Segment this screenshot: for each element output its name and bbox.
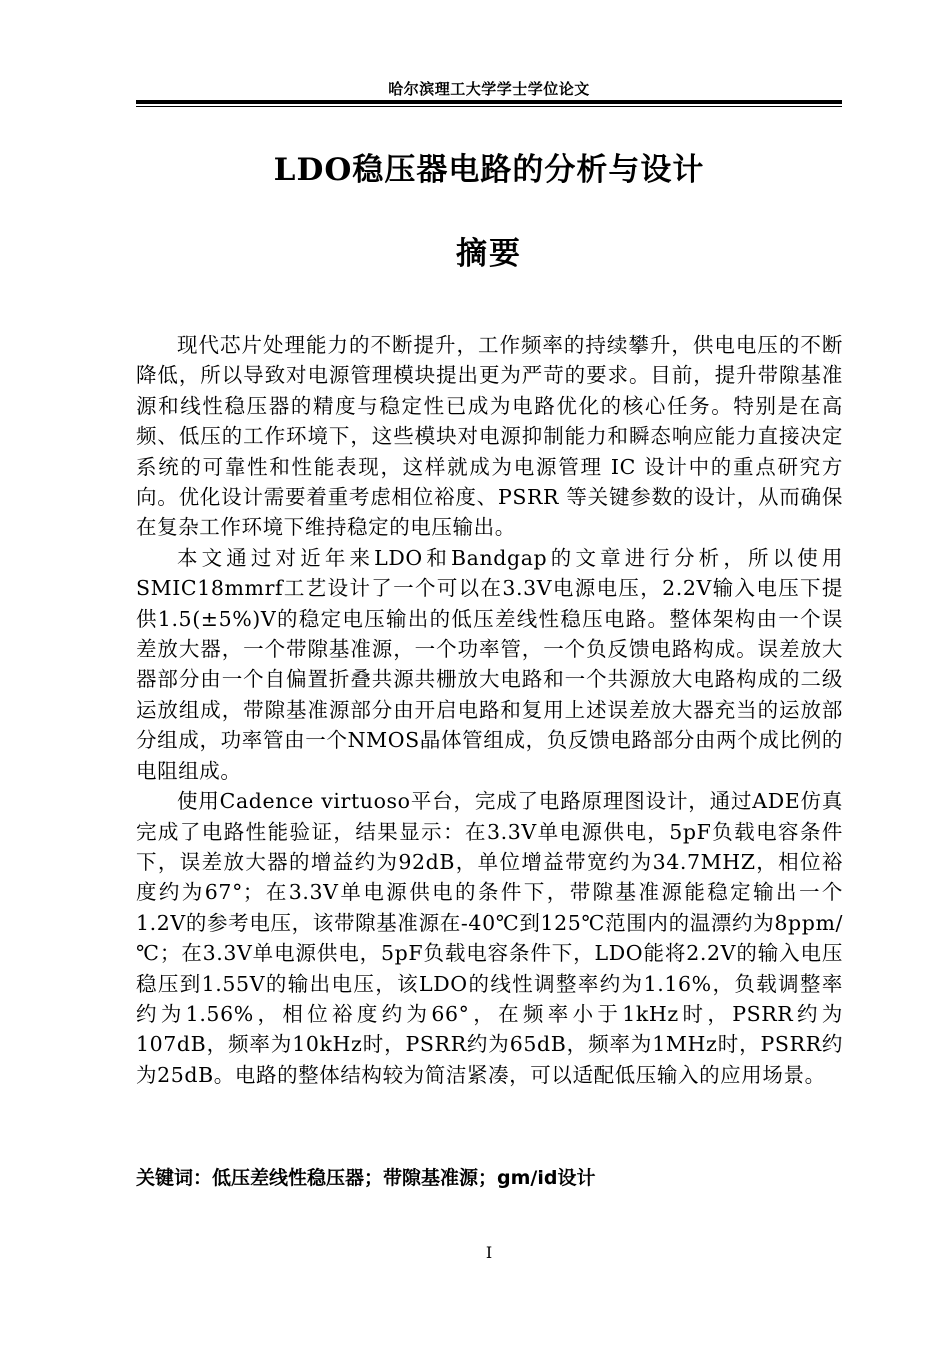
abstract-paragraph-2: 本文通过对近年来LDO和Bandgap的文章进行分析，所以使用SMIC18mmrf工艺设计了一个可以在3.3V电源电压，2.2V输入电压下提供1.5(±5%)V的稳定电压输出的低压差线性稳压电路。整体架构由一个误差放大器，一个带隙基准源，一个功率管，一个负反馈电路构成。误差放大器部分由一个自偏置折叠共源共栅放大电路和一个共源放大电路构成的二级运放组成，带隙基准源部分由开启电路和复用上述误差放大器充当的运放部分组成，功率管由一个NMOS晶体管组成，负反馈电路部分由两个成比例的电阻组成。 — [136, 545, 843, 783]
keywords-line: 关键词：低压差线性稳压器；带隙基准源；gm/id设计 — [136, 1167, 596, 1189]
abstract-paragraph-3: 使用Cadence virtuoso平台，完成了电路原理图设计，通过ADE仿真完成了电路性能验证，结果显示：在3.3V单电源供电，5pF负载电容条件下，误差放大器的增益约为92dB，单位增益带宽约为34.7MHZ，相位裕度约为67°；在3.3V单电源供电的条件下，带隙基准源能稳定输出一个1.2V的参考电压，该带隙基准源在-40℃到125℃范围内的温漂约为8ppm/℃；在3.3V单电源供电，5pF负载电容条件下，LDO能将2.2V的输入电压稳压到1.55V的输出电压，该LDO的线性调整率约为1.16%，负载调整率约为1.56%，相位裕度约为66°，在频率小于1kHz时，PSRR约为107dB，频率为10kHz时，PSRR约为65dB，频率为1MHz时，PSRR约为25dB。电路的整体结构较为简洁紧凑，可以适配低压输入的应用场景。 — [136, 789, 843, 1087]
abstract-paragraph-1: 现代芯片处理能力的不断提升，工作频率的持续攀升，供电电压的不断降低，所以导致对电源管理模块提出更为严苛的要求。目前，提升带隙基准源和线性稳压器的精度与稳定性已成为电路优化的核心任务。特别是在高频、低压的工作环境下，这些模块对电源抑制能力和瞬态响应能力直接决定系统的可靠性和性能表现，这样就成为电源管理 IC 设计中的重点研究方向。优化设计需要着重考虑相位裕度、PSRR 等关键参数的设计，从而确保在复杂工作环境下维持稳定的电压输出。 — [136, 333, 843, 540]
header-rule-thin — [136, 106, 842, 107]
header-rule-thick — [136, 100, 842, 104]
section-heading-abstract: 摘要 — [456, 236, 522, 272]
page-number: I — [485, 1243, 493, 1262]
thesis-title: LDO稳压器电路的分析与设计 — [273, 152, 705, 188]
abstract-body — [136, 330, 843, 1090]
running-header: 哈尔滨理工大学学士学位论文 — [388, 80, 590, 98]
